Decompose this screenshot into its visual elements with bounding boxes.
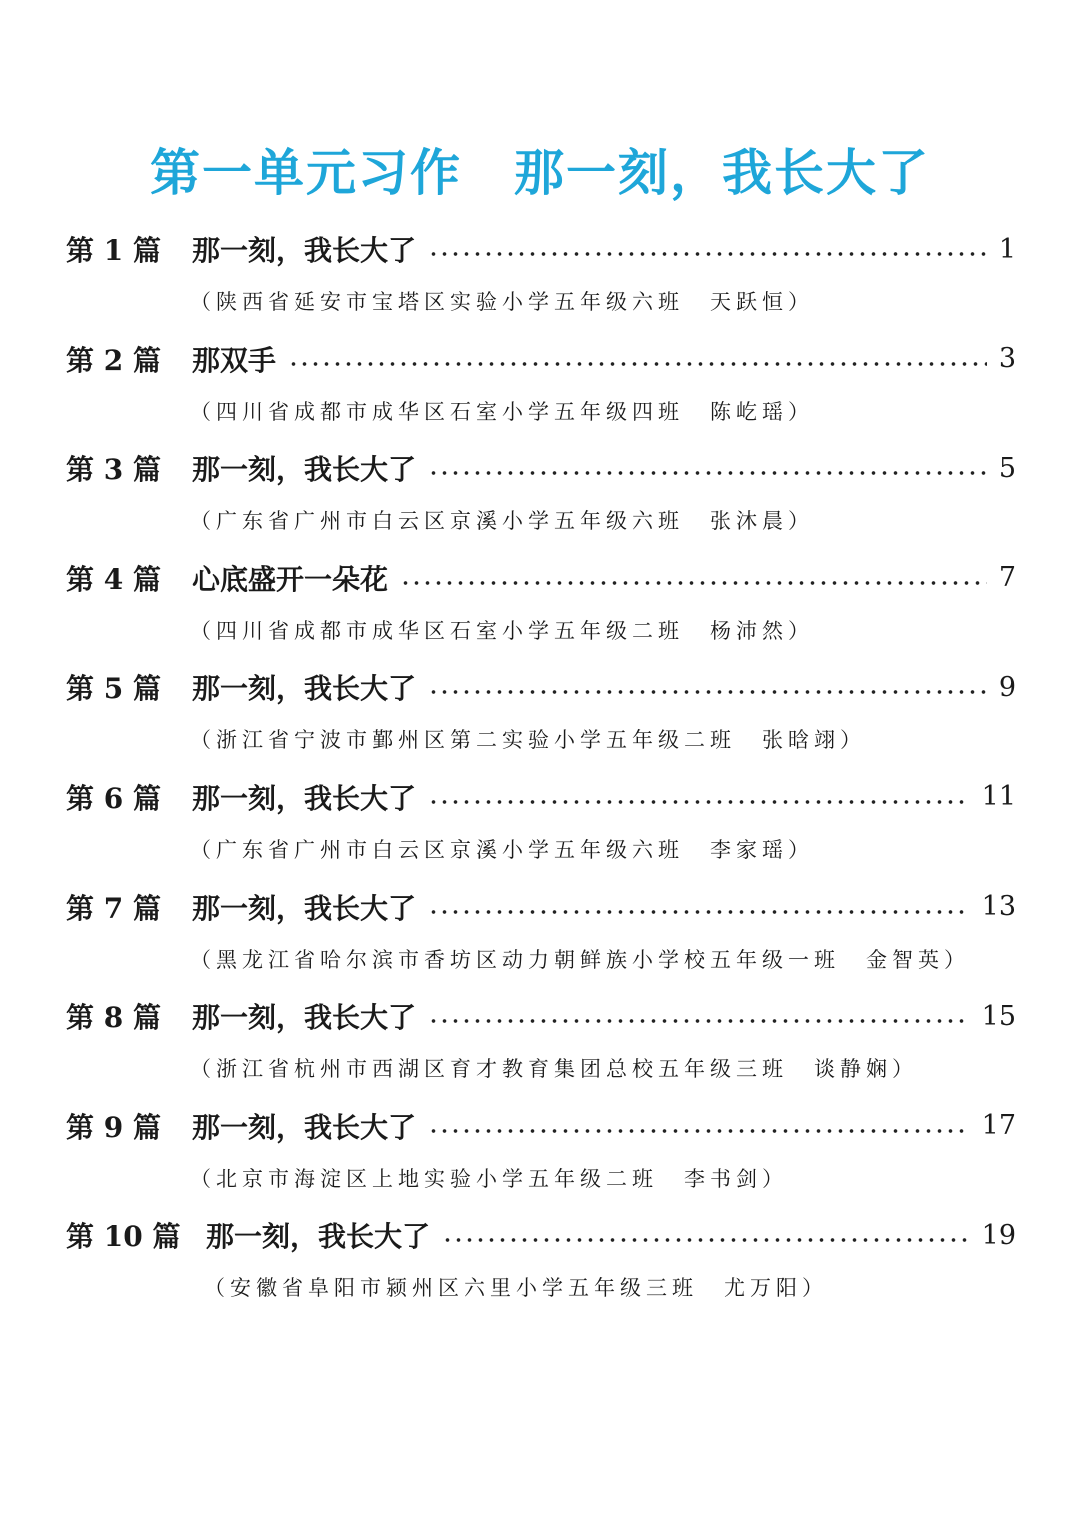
dot-leader: [288, 362, 987, 366]
entry-number: 第 6 篇: [66, 781, 161, 815]
entry-author: （四川省成都市成华区石室小学五年级二班 杨沛然）: [190, 618, 814, 643]
dot-leader: [428, 690, 987, 694]
dot-leader: [428, 1129, 970, 1133]
entry-title[interactable]: 那一刻，我长大了: [206, 1220, 431, 1254]
page-number: 9: [998, 671, 1016, 703]
toc-entry[interactable]: [66, 441, 1016, 551]
dot-leader: [428, 800, 970, 804]
entry-number: 第 1 篇: [66, 234, 161, 267]
entry-author: （广东省广州市白云区京溪小学五年级六班 李家瑶）: [190, 837, 814, 862]
page-title: 第一单元习作 那一刻，我长大了: [150, 144, 930, 202]
entry-number: 第 7 篇: [66, 891, 161, 925]
entry-title[interactable]: 那一刻，我长大了: [192, 672, 417, 706]
entry-author: （北京市海淀区上地实验小学五年级二班 李书剑）: [190, 1166, 788, 1191]
entry-author: （浙江省杭州市西湖区育才教育集团总校五年级三班 谈静娴）: [190, 1057, 918, 1082]
entry-title[interactable]: 那一刻，我长大了: [192, 891, 417, 925]
toc-entry[interactable]: [66, 1208, 1016, 1318]
entry-title[interactable]: 那一刻，我长大了: [192, 1110, 417, 1144]
page-number: 15: [981, 1000, 1016, 1032]
page-number: 7: [998, 562, 1016, 594]
entry-title[interactable]: 那一刻，我长大了: [192, 234, 417, 267]
toc-entry[interactable]: [66, 989, 1016, 1099]
entry-title[interactable]: 那一刻，我长大了: [192, 453, 417, 487]
page-number: 1: [998, 233, 1016, 265]
toc-entry[interactable]: [66, 770, 1016, 880]
entry-author: （陕西省延安市宝塔区实验小学五年级六班 天跃恒）: [190, 290, 814, 314]
table-of-contents: [66, 222, 1016, 1318]
page-number: 5: [998, 452, 1016, 484]
entry-title[interactable]: 心底盛开一朵花: [192, 562, 389, 596]
toc-entry[interactable]: [66, 222, 1016, 332]
entry-author: （浙江省宁波市鄞州区第二实验小学五年级二班 张晗翊）: [190, 728, 866, 753]
toc-entry[interactable]: [66, 551, 1016, 661]
page-number: 19: [981, 1219, 1016, 1251]
dot-leader: [400, 581, 987, 585]
toc-entry[interactable]: [66, 660, 1016, 770]
dot-leader: [428, 1019, 970, 1023]
entry-author: （广东省广州市白云区京溪小学五年级六班 张沐晨）: [190, 509, 814, 534]
page-number: 11: [981, 781, 1016, 813]
entry-number: 第 5 篇: [66, 672, 161, 706]
entry-number: 第 9 篇: [66, 1110, 161, 1144]
dot-leader: [442, 1238, 970, 1242]
entry-author: （黑龙江省哈尔滨市香坊区动力朝鲜族小学校五年级一班 金智英）: [190, 947, 970, 972]
page-number: 13: [981, 891, 1016, 923]
entry-author: （四川省成都市成华区石室小学五年级四班 陈屹瑶）: [190, 399, 814, 424]
toc-entry[interactable]: [66, 332, 1016, 442]
toc-entry[interactable]: [66, 1099, 1016, 1209]
dot-leader: [428, 252, 987, 256]
dot-leader: [428, 910, 970, 914]
entry-number: 第 3 篇: [66, 453, 161, 487]
entry-title[interactable]: 那一刻，我长大了: [192, 1001, 417, 1035]
entry-number: 第 4 篇: [66, 562, 161, 596]
page-number: 17: [981, 1110, 1016, 1142]
entry-number: 第 10 篇: [66, 1220, 181, 1254]
entry-title[interactable]: 那一刻，我长大了: [192, 781, 417, 815]
dot-leader: [428, 471, 987, 475]
page-number: 3: [998, 343, 1016, 375]
entry-title[interactable]: 那双手: [192, 343, 277, 377]
entry-author: （安徽省阜阳市颍州区六里小学五年级三班 尤万阳）: [204, 1276, 828, 1301]
entry-number: 第 8 篇: [66, 1001, 161, 1035]
entry-number: 第 2 篇: [66, 343, 161, 377]
toc-entry[interactable]: [66, 880, 1016, 990]
